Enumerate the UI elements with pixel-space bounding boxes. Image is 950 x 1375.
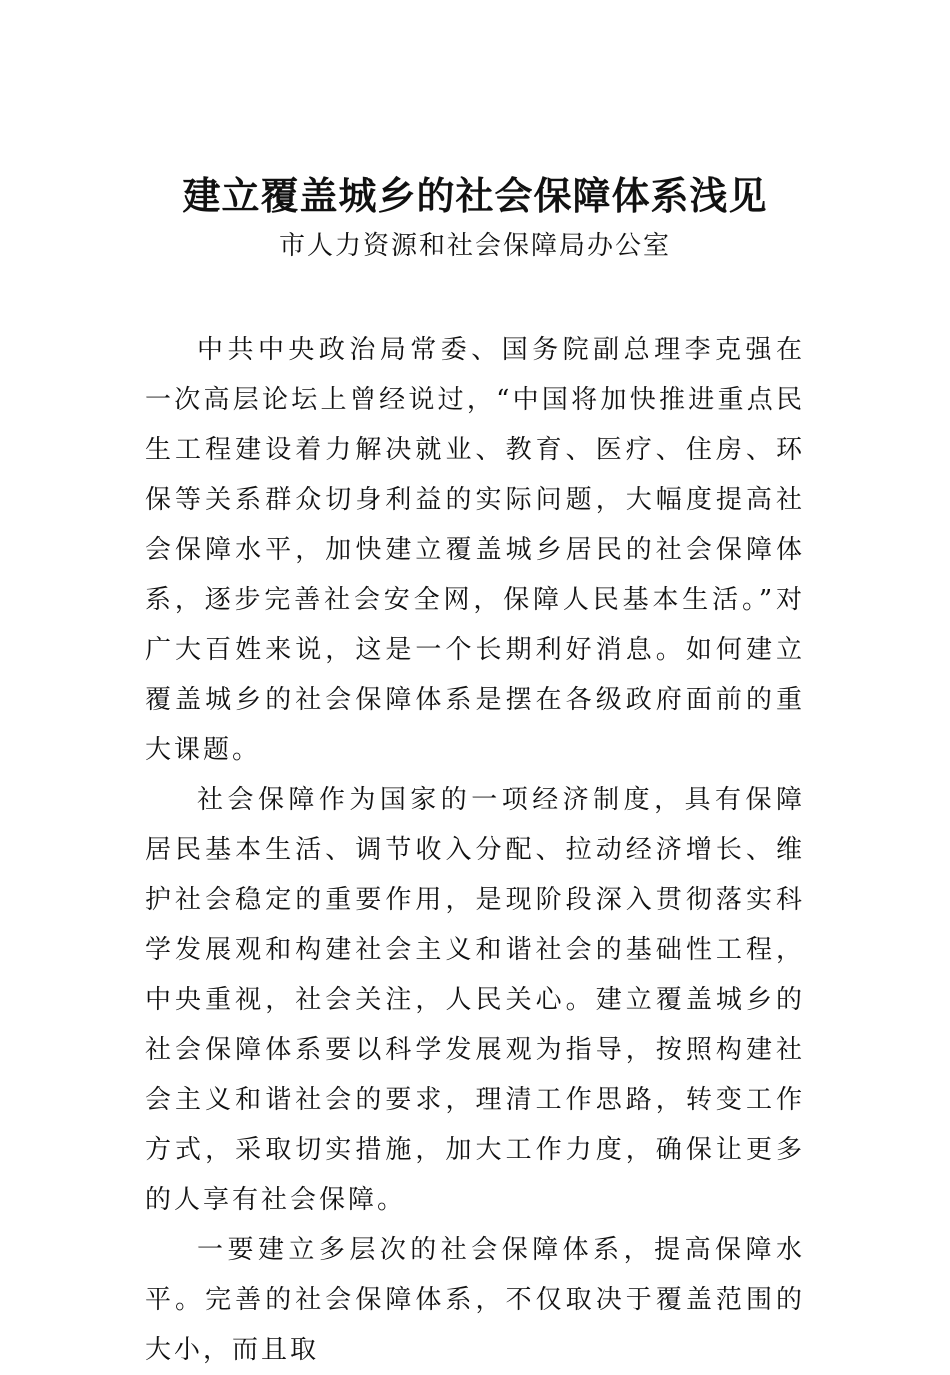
paragraph-1: 中共中央政治局常委、国务院副总理李克强在一次高层论坛上曾经说过，“中国将加快推进重点民生工程建设着力解决就业、教育、医疗、住房、环保等关系群众切身利益的实际问题，大幅度提高社会保障水平，加快建立覆盖城乡居民的社会保障体系，逐步完善社会安全网，保障人民基本生活。”对广大百姓来说，这是一个长期利好消息。如何建立覆盖城乡的社会保障体系是摆在各级政府面前的重大课题。 (145, 335, 805, 765)
paragraph-2: 社会保障作为国家的一项经济制度，具有保障居民基本生活、调节收入分配、拉动经济增长、维护社会稳定的重要作用，是现阶段深入贯彻落实科学发展观和构建社会主义和谐社会的基础性工程，中央重视，社会关注，人民关心。建立覆盖城乡的社会保障体系要以科学发展观为指导，按照构建社会主义和谐社会的要求，理清工作思路，转变工作方式，采取切实措施，加大工作力度，确保让更多的人享有社会保障。 (145, 785, 805, 1215)
paragraph-3: 一要建立多层次的社会保障体系，提高保障水平。完善的社会保障体系，不仅取决于覆盖范围的大小，而且取 (145, 1235, 805, 1365)
document-title: 建立覆盖城乡的社会保障体系浅见 (182, 173, 768, 218)
document-body (145, 325, 805, 1375)
document-author: 市人力资源和社会保障局办公室 (278, 231, 671, 261)
